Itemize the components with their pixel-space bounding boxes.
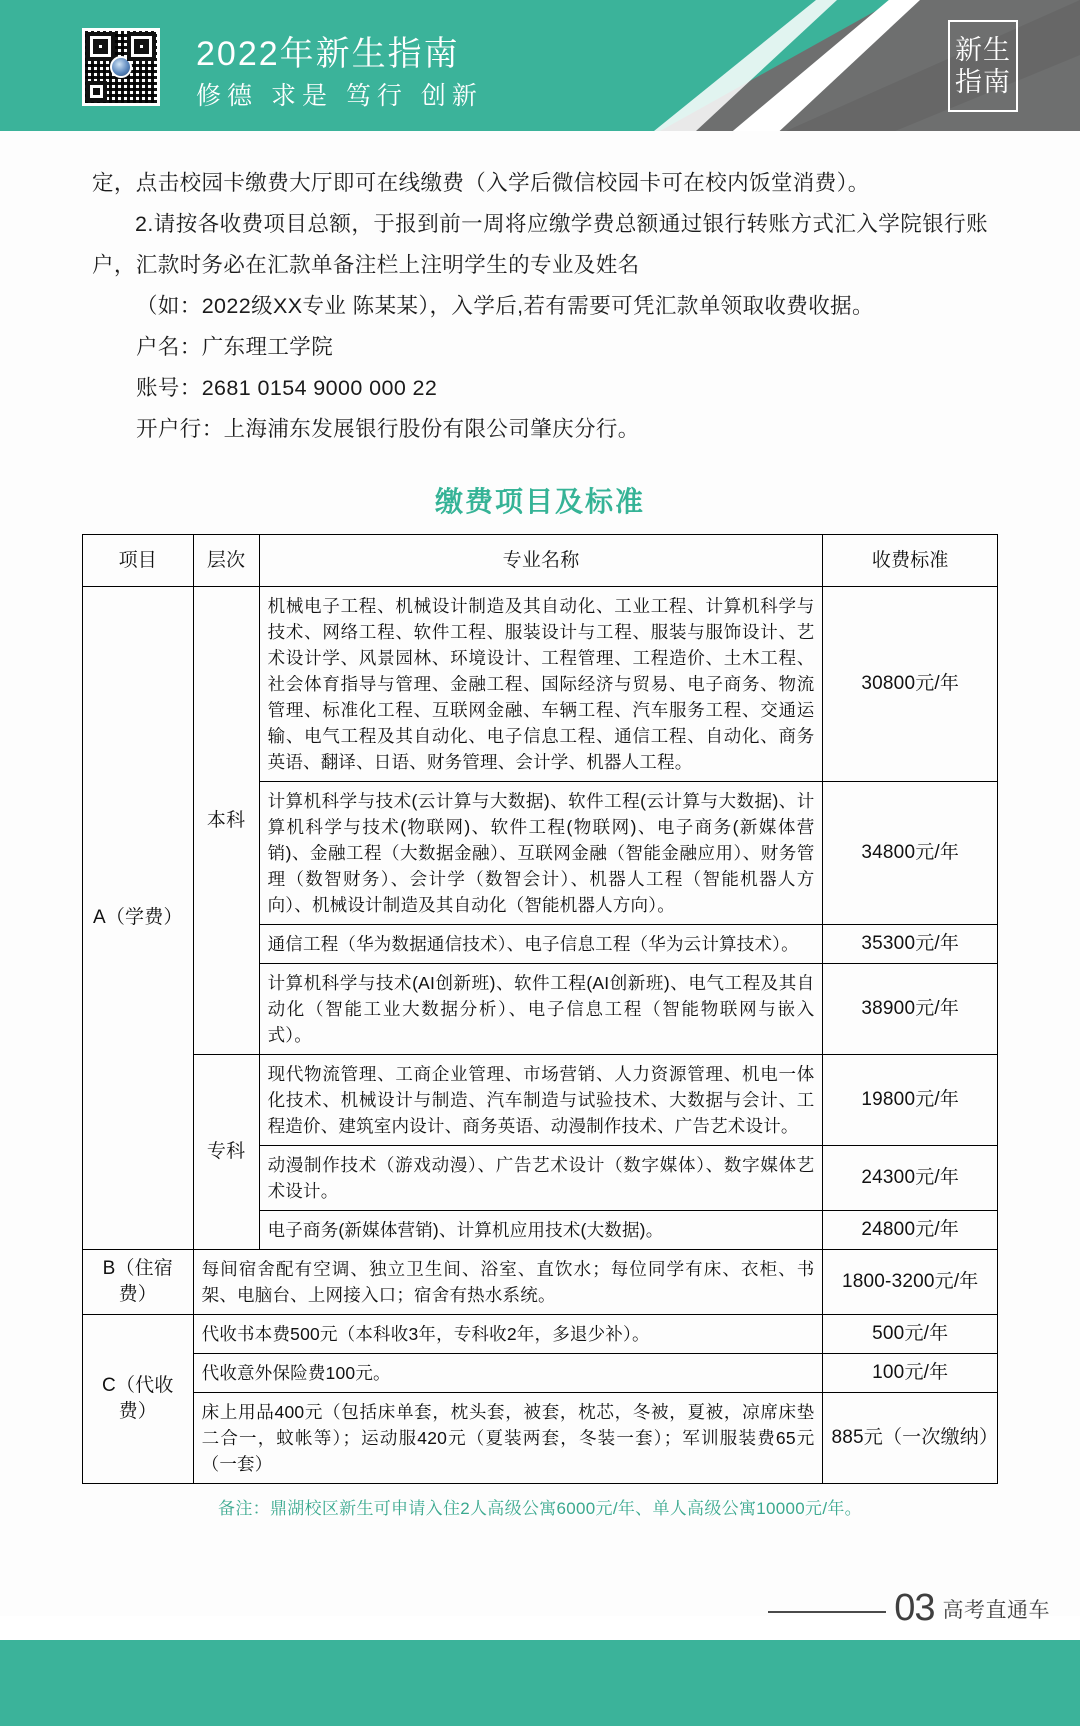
fees-table	[82, 534, 998, 1484]
fee-price: 500元/年	[823, 1315, 998, 1354]
major-list: 通信工程（华为数据通信技术）、电子信息工程（华为云计算技术）。	[259, 925, 823, 964]
fee-price: 24300元/年	[823, 1146, 998, 1211]
table-header-price: 收费标准	[823, 535, 998, 587]
major-list: 机械电子工程、机械设计制造及其自动化、工业工程、计算机科学与技术、网络工程、软件工程、服装设计与工程、服装与服饰设计、艺术设计学、风景园林、环境设计、工程管理、工程造价、土木工程、社会体育指导与管理、金融工程、国际经济与贸易、电子商务、物流管理、标准化工程、互联网金融、车辆工程、汽车服务工程、交通运输、电气工程及其自动化、电子信息工程、通信工程、自动化、商务英语、翻译、日语、财务管理、会计学、机器人工程。	[259, 587, 823, 782]
fee-price: 30800元/年	[823, 587, 998, 782]
table-header-major: 专业名称	[259, 535, 823, 587]
table-header-row	[83, 535, 998, 587]
table-header-level: 层次	[193, 535, 259, 587]
table-row	[83, 1055, 998, 1146]
header-badge-line2: 指南	[955, 67, 1011, 97]
table-header-item: 项目	[83, 535, 194, 587]
fee-price: 38900元/年	[823, 964, 998, 1055]
accommodation-description: 每间宿舍配有空调、独立卫生间、浴室、直饮水；每位同学有床、衣柜、书架、电脑台、上网接入口；宿舍有热水系统。	[193, 1250, 823, 1315]
fee-category-a: A（学费）	[83, 587, 194, 1250]
page-header	[0, 0, 1080, 131]
major-list: 现代物流管理、工商企业管理、市场营销、人力资源管理、机电一体化技术、机械设计与制造、汽车制造与试验技术、大数据与会计、工程造价、建筑室内设计、商务英语、动漫制作技术、广告艺术设计。	[259, 1055, 823, 1146]
school-motto: 修德 求是 笃行 创新	[196, 82, 483, 110]
fees-table-wrapper	[82, 534, 998, 1484]
page-number: 03	[894, 1587, 935, 1629]
misc-fee-description: 床上用品400元（包括床单套，枕头套，被套，枕芯，冬被，夏被，凉席床垫二合一，蚊帐等）；运动服420元（夏装两套，冬装一套）；军训服装费65元（一套）	[193, 1393, 823, 1484]
paragraph-3: （如：2022级XX专业 陈某某），入学后,若有需要可凭汇款单领取收费收据。	[136, 294, 874, 318]
page-content	[0, 131, 1080, 1519]
fee-price: 35300元/年	[823, 925, 998, 964]
table-row	[83, 1393, 998, 1484]
major-list: 动漫制作技术（游戏动漫）、广告艺术设计（数字媒体）、数字媒体艺术设计。	[259, 1146, 823, 1211]
header-badge-line1: 新生	[955, 35, 1011, 65]
fee-price: 100元/年	[823, 1354, 998, 1393]
account-number: 账号：2681 0154 9000 000 22	[136, 376, 438, 400]
section-title: 缴费项目及标准	[434, 486, 645, 517]
misc-fee-description: 代收书本费500元（本科收3年，专科收2年，多退少补）。	[193, 1315, 823, 1354]
footer-rule	[768, 1611, 886, 1613]
fee-price: 1800-3200元/年	[823, 1250, 998, 1315]
paragraph-2: 2.请按各收费项目总额，于报到前一周将应缴学费总额通过银行转账方式汇入学院银行账户，汇款时务必在汇款单备注栏上注明学生的专业及姓名	[92, 212, 988, 277]
fee-price: 34800元/年	[823, 782, 998, 925]
fee-price: 24800元/年	[823, 1211, 998, 1250]
qr-code-icon	[82, 28, 160, 106]
fee-category-b: B（住宿费）	[83, 1250, 194, 1315]
fee-price: 885元（一次缴纳）	[823, 1393, 998, 1484]
table-note: 备注：鼎湖校区新生可申请入住2人高级公寓6000元/年、单人高级公寓10000元/年。	[218, 1499, 862, 1518]
fee-level-undergraduate: 本科	[193, 587, 259, 1055]
major-list: 计算机科学与技术(AI创新班)、软件工程(AI创新班)、电气工程及其自动化（智能工业大数据分析）、电子信息工程（智能物联网与嵌入式）。	[259, 964, 823, 1055]
page-footer	[0, 1640, 1080, 1726]
footer-brand-text: 高考直通车	[942, 1599, 1050, 1622]
major-list: 电子商务(新媒体营销)、计算机应用技术(大数据)。	[259, 1211, 823, 1250]
footer-brand	[768, 1587, 1050, 1630]
table-row	[83, 1354, 998, 1393]
misc-fee-description: 代收意外保险费100元。	[193, 1354, 823, 1393]
account-bank: 开户行：上海浦东发展银行股份有限公司肇庆分行。	[136, 417, 640, 441]
fee-level-vocational: 专科	[193, 1055, 259, 1250]
paragraph-1: 定，点击校园卡缴费大厅即可在线缴费（入学后微信校园卡可在校内饭堂消费）。	[92, 171, 870, 195]
major-list: 计算机科学与技术(云计算与大数据)、软件工程(云计算与大数据)、计算机科学与技术(物联网)、软件工程(物联网)、电子商务(新媒体营销)、金融工程（大数据金融）、互联网金融（智能金融应用）、财务管理（数智财务）、会计学（数智会计）、机器人工程（智能机器人方向）、机械设计制造及其自动化（智能机器人方向）。	[259, 782, 823, 925]
account-name: 户名：广东理工学院	[136, 335, 334, 359]
page-title: 2022年新生指南	[196, 35, 460, 73]
table-row	[83, 587, 998, 782]
header-badge	[948, 20, 1018, 112]
university-seal-icon	[110, 56, 132, 78]
table-row	[83, 1250, 998, 1315]
fee-price: 19800元/年	[823, 1055, 998, 1146]
table-row	[83, 1315, 998, 1354]
fee-category-c: C（代收费）	[83, 1315, 194, 1484]
